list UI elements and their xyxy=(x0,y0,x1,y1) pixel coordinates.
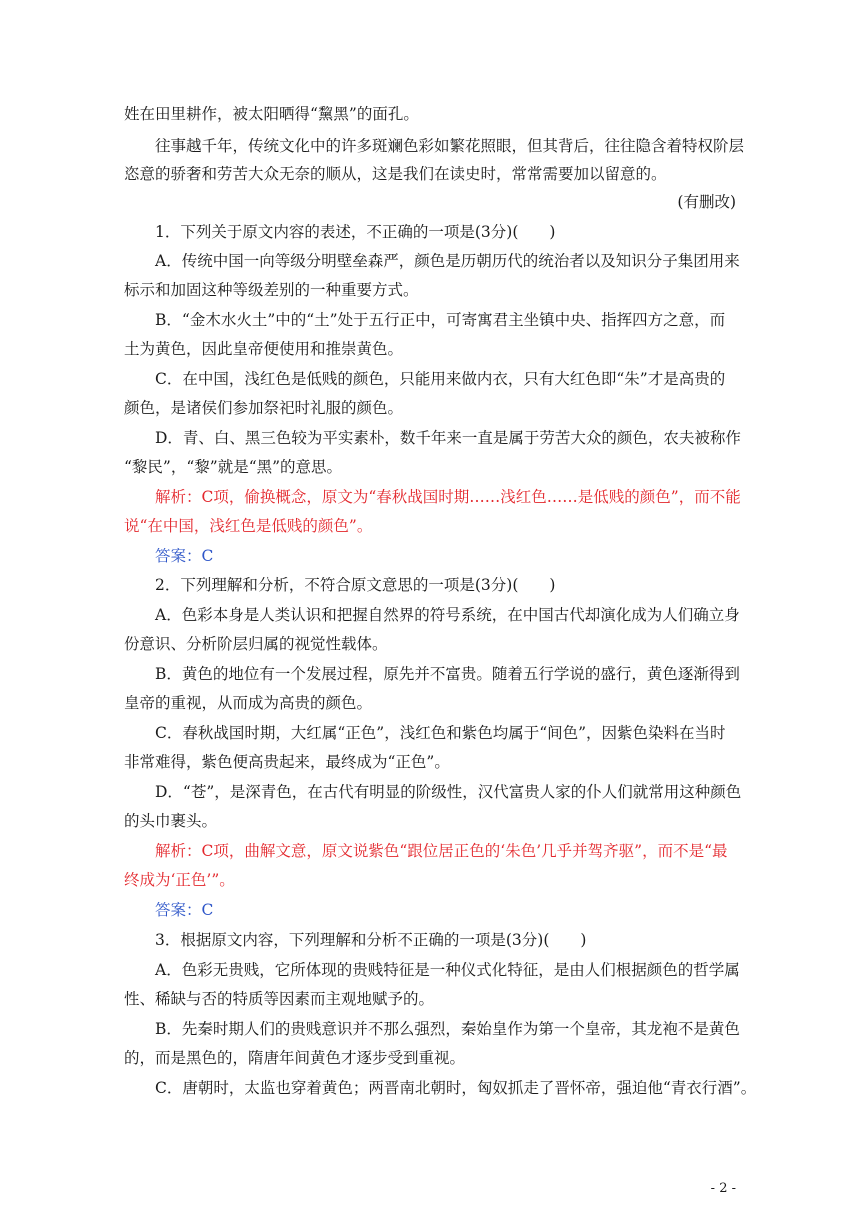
option-text: 非常难得，紫色便高贵起来，最终成为“正色”。 xyxy=(124,753,450,771)
analysis-text: 终成为‘正色’”。 xyxy=(124,871,235,889)
option-text: 土为黄色，因此皇帝便使用和推崇黄色。 xyxy=(124,340,404,358)
option-text: 的头巾裹头。 xyxy=(124,812,218,830)
option-text: C．春秋战国时期，大红属“正色”，浅红色和紫色均属于“间色”，因紫色染料在当时 xyxy=(155,724,726,742)
answer-text: 答案：C xyxy=(155,547,214,565)
analysis-text: 说“在中国，浅红色是低贱的颜色”。 xyxy=(124,517,373,535)
option-text: 颜色，是诸侯们参加祭祀时礼服的颜色。 xyxy=(124,399,404,417)
option-text: A．色彩无贵贱，它所体现的贵贱特征是一种仪式化特征，是由人们根据颜色的哲学属 xyxy=(155,961,740,979)
option-text: 份意识、分析阶层归属的视觉性载体。 xyxy=(124,635,388,653)
passage-text: 恣意的骄奢和劳苦大众无奈的顺从，这是我们在读史时，常常需要加以留意的。 xyxy=(124,165,667,183)
source-note: (有删改) xyxy=(677,193,736,211)
answer-text: 答案：C xyxy=(155,901,214,919)
option-text: D．青、白、黑三色较为平实素朴，数千年来一直是属于劳苦大众的颜色，农夫被称作 xyxy=(155,429,741,447)
option-text: D．“苍”，是深青色，在古代有明显的阶级性，汉代富贵人家的仆人们就常用这种颜色 xyxy=(155,783,742,801)
option-text: 皇帝的重视，从而成为高贵的颜色。 xyxy=(124,694,373,712)
option-text: B．“金木水火土”中的“土”处于五行正中，可寄寓君主坐镇中央、指挥四方之意，而 xyxy=(155,311,726,329)
passage-text: 姓在田里耕作，被太阳晒得“黧黑”的面孔。 xyxy=(124,105,419,123)
option-text: 标示和加固这种等级差别的一种重要方式。 xyxy=(124,281,419,299)
option-text: B．先秦时期人们的贵贱意识并不那么强烈，秦始皇作为第一个皇帝，其龙袍不是黄色 xyxy=(155,1020,740,1038)
analysis-text: 解析：C项，偷换概念，原文为“春秋战国时期……浅红色……是低贱的颜色”，而不能 xyxy=(155,488,741,506)
option-text: “黎民”，“黎”就是“黑”的意思。 xyxy=(124,458,343,476)
option-text: 的，而是黑色的，隋唐年间黄色才逐步受到重视。 xyxy=(124,1049,466,1067)
option-text: C．唐朝时，太监也穿着黄色；两晋南北朝时，匈奴抓走了晋怀帝，强迫他“青衣行酒”。 xyxy=(155,1079,757,1097)
page-number: - 2 - xyxy=(710,1181,736,1196)
passage-text: 往事越千年，传统文化中的许多斑斓色彩如繁花照眼，但其背后，往往隐含着特权阶层 xyxy=(155,137,745,155)
question-stem: 2．下列理解和分析，不符合原文意思的一项是(3分)( ) xyxy=(155,576,556,594)
option-text: A．色彩本身是人类认识和把握自然界的符号系统，在中国古代却演化成为人们确立身 xyxy=(155,606,740,624)
question-stem: 1．下列关于原文内容的表述，不正确的一项是(3分)( ) xyxy=(155,223,556,241)
option-text: C．在中国，浅红色是低贱的颜色，只能用来做内衣，只有大红色即“朱”才是高贵的 xyxy=(155,370,726,388)
option-text: 性、稀缺与否的特质等因素而主观地赋予的。 xyxy=(124,990,435,1008)
option-text: A．传统中国一向等级分明壁垒森严，颜色是历朝历代的统治者以及知识分子集团用来 xyxy=(155,252,740,270)
question-stem: 3．根据原文内容，下列理解和分析不正确的一项是(3分)( ) xyxy=(155,931,587,949)
analysis-text: 解析：C项，曲解文意，原文说紫色“跟位居正色的‘朱色’几乎并驾齐驱”，而不是“最 xyxy=(155,842,728,860)
option-text: B．黄色的地位有一个发展过程，原先并不富贵。随着五行学说的盛行，黄色逐渐得到 xyxy=(155,665,740,683)
